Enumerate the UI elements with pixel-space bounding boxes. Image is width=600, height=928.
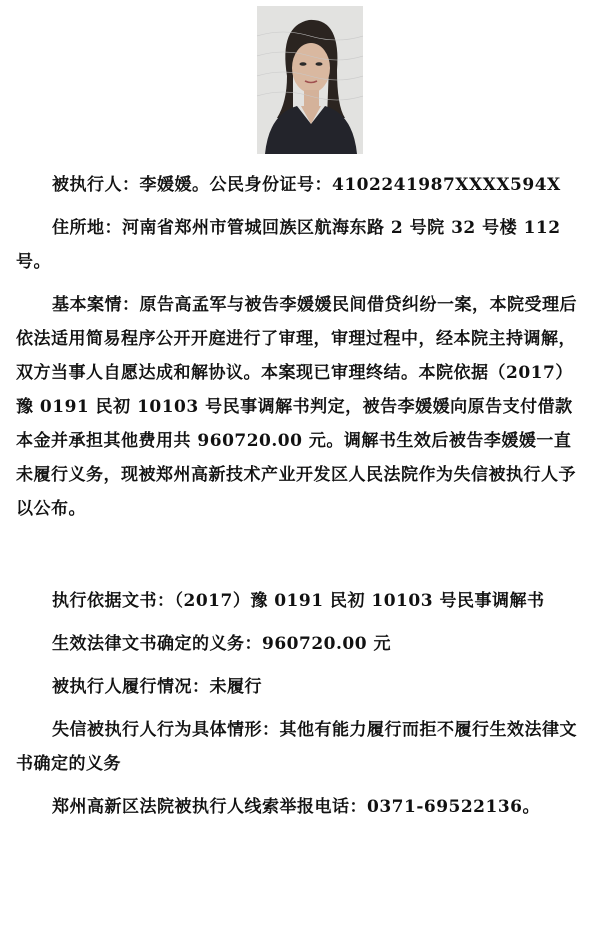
basis-label: 执行依据文书： bbox=[52, 591, 175, 611]
case-paragraph bbox=[0, 288, 600, 526]
residence-label: 住所地： bbox=[52, 218, 122, 238]
id-label: 公民身份证号： bbox=[209, 175, 332, 195]
obligation-line bbox=[0, 627, 600, 661]
behavior-line bbox=[0, 713, 600, 781]
residence-value: 河南省郑州市管城回族区航海东路 2 号院 32 号楼 112 号。 bbox=[16, 218, 561, 272]
case-text: 原告高孟军与被告李媛媛民间借贷纠纷一案，本院受理后依法适用简易程序公开开庭进行了审理，审理过程中，经本院主持调解，双方当事人自愿达成和解协议。本案现已审理终结。本院依据（2017）豫 0191 民初 10103 号民事调解书判定，被告李媛媛向原告支付借款本金并承担其他费用共 960720.00 元。调解书生效后被告李媛媛一直未履行义务，现被郑州高新技术产业开发区人民法院作为失信被执行人予以公布。 bbox=[16, 295, 577, 519]
behavior-value: 其他有能力履行而拒不履行生效法律文书确定的义务 bbox=[16, 720, 577, 774]
id-number: 4102241987XXXX594X bbox=[332, 175, 561, 195]
portrait-photo bbox=[257, 6, 363, 154]
behavior-label: 失信被执行人行为具体情形： bbox=[52, 720, 280, 740]
hotline-label: 郑州高新区法院被执行人线索举报电话： bbox=[52, 797, 367, 817]
person-label: 被执行人： bbox=[52, 175, 140, 195]
performance-value: 未履行 bbox=[209, 677, 262, 697]
basis-value: （2017）豫 0191 民初 10103 号民事调解书 bbox=[174, 591, 545, 611]
performance-line bbox=[0, 670, 600, 704]
person-name: 李媛媛。 bbox=[139, 175, 210, 195]
notice-body bbox=[0, 168, 600, 824]
performance-label: 被执行人履行情况： bbox=[52, 677, 210, 697]
hotline-number: 0371-69522136。 bbox=[367, 797, 540, 817]
basis-line bbox=[0, 584, 600, 618]
residence-line bbox=[0, 211, 600, 279]
hotline-line bbox=[0, 790, 600, 824]
case-label: 基本案情： bbox=[52, 295, 140, 315]
obligation-value: 960720.00 元 bbox=[262, 634, 391, 654]
obligation-label: 生效法律文书确定的义务： bbox=[52, 634, 262, 654]
person-line bbox=[0, 168, 600, 202]
